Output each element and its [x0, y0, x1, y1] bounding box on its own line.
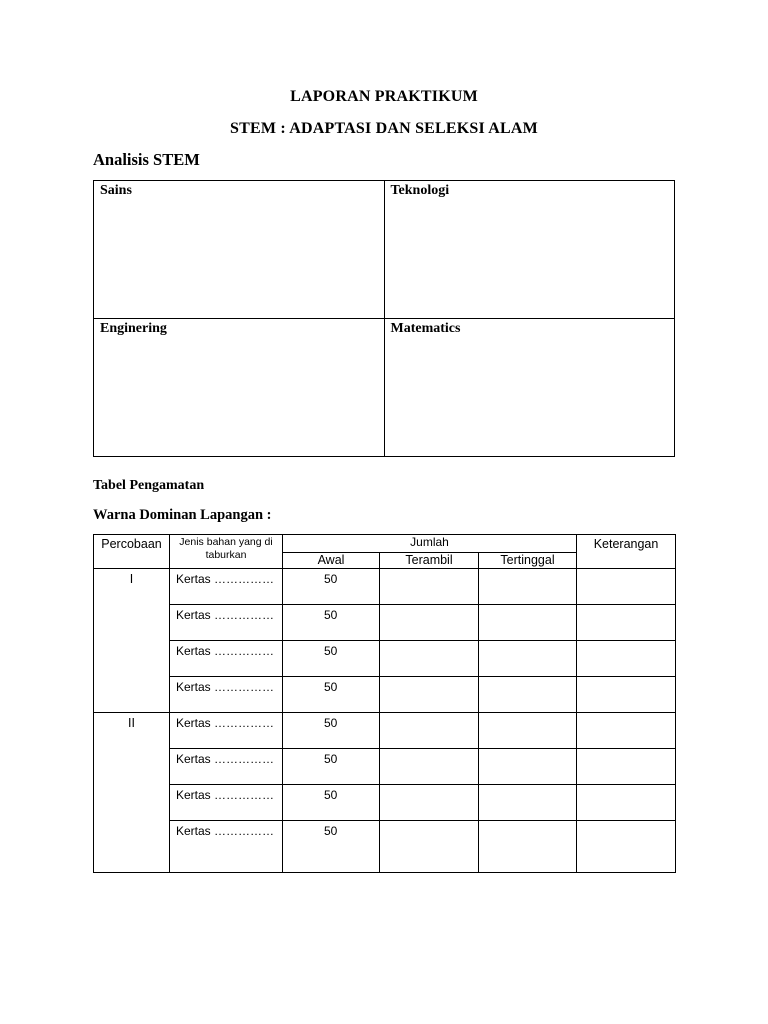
- terambil-cell: [380, 785, 479, 821]
- stem-cell-teknologi: Teknologi: [384, 181, 675, 319]
- document-subtitle: STEM : ADAPTASI DAN SELEKSI ALAM: [230, 120, 538, 137]
- tertinggal-cell: [479, 605, 577, 641]
- awal-cell: 50: [283, 641, 380, 677]
- keterangan-cell: [577, 821, 676, 873]
- stem-analysis-table: [93, 180, 675, 457]
- table-row: [94, 677, 676, 713]
- awal-cell: 50: [283, 677, 380, 713]
- table-row: [94, 605, 676, 641]
- keterangan-cell: [577, 605, 676, 641]
- column-header-tertinggal: Tertinggal: [479, 553, 577, 569]
- observation-table: [93, 534, 676, 873]
- terambil-cell: [380, 641, 479, 677]
- keterangan-cell: [577, 785, 676, 821]
- column-header-jumlah: Jumlah: [283, 535, 577, 553]
- awal-cell: 50: [283, 713, 380, 749]
- dominant-color-label: Warna Dominan Lapangan :: [93, 507, 272, 523]
- tertinggal-cell: [479, 785, 577, 821]
- awal-cell: 50: [283, 605, 380, 641]
- tertinggal-cell: [479, 677, 577, 713]
- jenis-bahan-cell: Kertas ……………: [170, 677, 283, 713]
- terambil-cell: [380, 677, 479, 713]
- column-header-awal: Awal: [283, 553, 380, 569]
- table-row: [94, 713, 676, 749]
- jenis-bahan-cell: Kertas ……………: [170, 713, 283, 749]
- stem-cell-sains: Sains: [94, 181, 385, 319]
- jenis-bahan-cell: Kertas ……………: [170, 785, 283, 821]
- awal-cell: 50: [283, 749, 380, 785]
- table-row: [94, 749, 676, 785]
- awal-cell: 50: [283, 785, 380, 821]
- column-header-jenis-bahan: Jenis bahan yang di taburkan: [170, 535, 283, 569]
- jenis-bahan-cell: Kertas ……………: [170, 821, 283, 873]
- jenis-bahan-cell: Kertas ……………: [170, 569, 283, 605]
- keterangan-cell: [577, 713, 676, 749]
- tertinggal-cell: [479, 821, 577, 873]
- document-title: LAPORAN PRAKTIKUM: [290, 88, 478, 105]
- percobaan-cell: II: [94, 713, 170, 873]
- jenis-bahan-cell: Kertas ……………: [170, 641, 283, 677]
- table-row: [94, 641, 676, 677]
- keterangan-cell: [577, 677, 676, 713]
- column-header-keterangan: Keterangan: [577, 535, 676, 569]
- percobaan-cell: I: [94, 569, 170, 713]
- terambil-cell: [380, 821, 479, 873]
- tertinggal-cell: [479, 641, 577, 677]
- analysis-heading: Analisis STEM: [93, 150, 200, 169]
- observation-heading: Tabel Pengamatan: [93, 478, 205, 493]
- column-header-percobaan: Percobaan: [94, 535, 170, 569]
- awal-cell: 50: [283, 821, 380, 873]
- stem-cell-enginering: Enginering: [94, 319, 385, 457]
- tertinggal-cell: [479, 713, 577, 749]
- keterangan-cell: [577, 749, 676, 785]
- jenis-bahan-cell: Kertas ……………: [170, 605, 283, 641]
- terambil-cell: [380, 605, 479, 641]
- keterangan-cell: [577, 569, 676, 605]
- stem-cell-matematics: Matematics: [384, 319, 675, 457]
- awal-cell: 50: [283, 569, 380, 605]
- tertinggal-cell: [479, 749, 577, 785]
- observation-table-body: [94, 569, 676, 873]
- terambil-cell: [380, 713, 479, 749]
- table-row: [94, 569, 676, 605]
- keterangan-cell: [577, 641, 676, 677]
- column-header-terambil: Terambil: [380, 553, 479, 569]
- table-row: [94, 785, 676, 821]
- table-row: [94, 821, 676, 873]
- terambil-cell: [380, 749, 479, 785]
- terambil-cell: [380, 569, 479, 605]
- jenis-bahan-cell: Kertas ……………: [170, 749, 283, 785]
- tertinggal-cell: [479, 569, 577, 605]
